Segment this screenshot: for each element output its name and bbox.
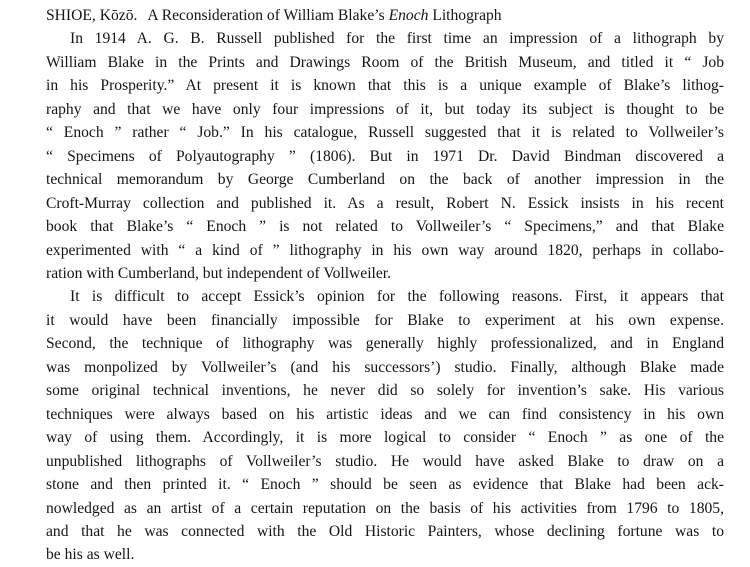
paragraph-line: “ Enoch ” rather “ Job.” In his catalogue, Russell suggested that it is related to Vollweiler’s bbox=[46, 124, 724, 142]
paragraph-line: Second, the technique of lithography was generally highly professionalized, and in England bbox=[46, 335, 724, 353]
paragraph-line: ration with Cumberland, but independent of Vollweiler. bbox=[46, 264, 392, 282]
paragraph-line: and that he was connected with the Old Historic Painters, whose declining fortune was to bbox=[46, 522, 724, 540]
paragraph-line: technical memorandum by George Cumberland on the back of another impression in the bbox=[46, 171, 724, 189]
paragraph-line: nowledged as an artist of a certain reputation on the basis of his activities from 1796 to 1805, bbox=[46, 499, 724, 517]
paragraph-1 bbox=[46, 27, 724, 285]
paragraph-line: some original technical inventions, he never did so solely for invention’s sake. His various bbox=[46, 382, 724, 400]
paragraph-line: book that Blake’s “ Enoch ” is not related to Vollweiler’s “ Specimens,” and that Blake bbox=[46, 218, 724, 236]
title-italic: Enoch bbox=[388, 7, 429, 24]
paragraph-line: In 1914 A. G. B. Russell published for the first time an impression of a lithograph by bbox=[70, 30, 724, 48]
paragraph-2 bbox=[46, 285, 724, 566]
title-text bbox=[147, 7, 501, 24]
paragraph-line: way of using them. Accordingly, it is more logical to consider “ Enoch ” as one of the bbox=[46, 429, 724, 447]
paragraph-line: stone and then printed it. “ Enoch ” should be seen as evidence that Blake had been ack- bbox=[46, 476, 724, 494]
abstract-heading bbox=[46, 4, 724, 27]
paragraph-line: experimented with “ a kind of ” lithography in his own way around 1820, perhaps in collabo- bbox=[46, 241, 724, 259]
paragraph-line: “ Specimens of Polyautography ” (1806). But in 1971 Dr. David Bindman discovered a bbox=[46, 147, 724, 165]
author-name: SHIOE, Kōzō. bbox=[46, 7, 138, 24]
paragraph-line: techniques were always based on his artistic ideas and we can find consistency in his own bbox=[46, 405, 724, 423]
paragraph-line: raphy and that we have only four impressions of it, but today its subject is thought to be bbox=[46, 100, 724, 118]
paragraph-line: Croft-Murray collection and published it. As a result, Robert N. Essick insists in his recent bbox=[46, 194, 724, 212]
title-after: Lithograph bbox=[428, 7, 502, 24]
paragraph-line: It is difficult to accept Essick’s opinion for the following reasons. First, it appears that bbox=[70, 288, 724, 306]
paragraph-line: unpublished lithographs of Vollweiler’s studio. He would have asked Blake to draw on a bbox=[46, 452, 724, 470]
title-before: A Reconsideration of William Blake’s bbox=[147, 7, 389, 24]
paragraph-line: it would have been financially impossible for Blake to experiment at his own expense. bbox=[46, 311, 724, 329]
paragraph-line: be his as well. bbox=[46, 546, 135, 564]
paragraph-line: was monpolized by Vollweiler’s (and his successors’) studio. Finally, although Blake made bbox=[46, 358, 724, 376]
paragraph-line: William Blake in the Prints and Drawings Room of the British Museum, and titled it “ Job bbox=[46, 53, 724, 71]
paragraph-line: in his Prosperity.” At present it is known that this is a unique example of Blake’s lithog- bbox=[46, 77, 724, 95]
